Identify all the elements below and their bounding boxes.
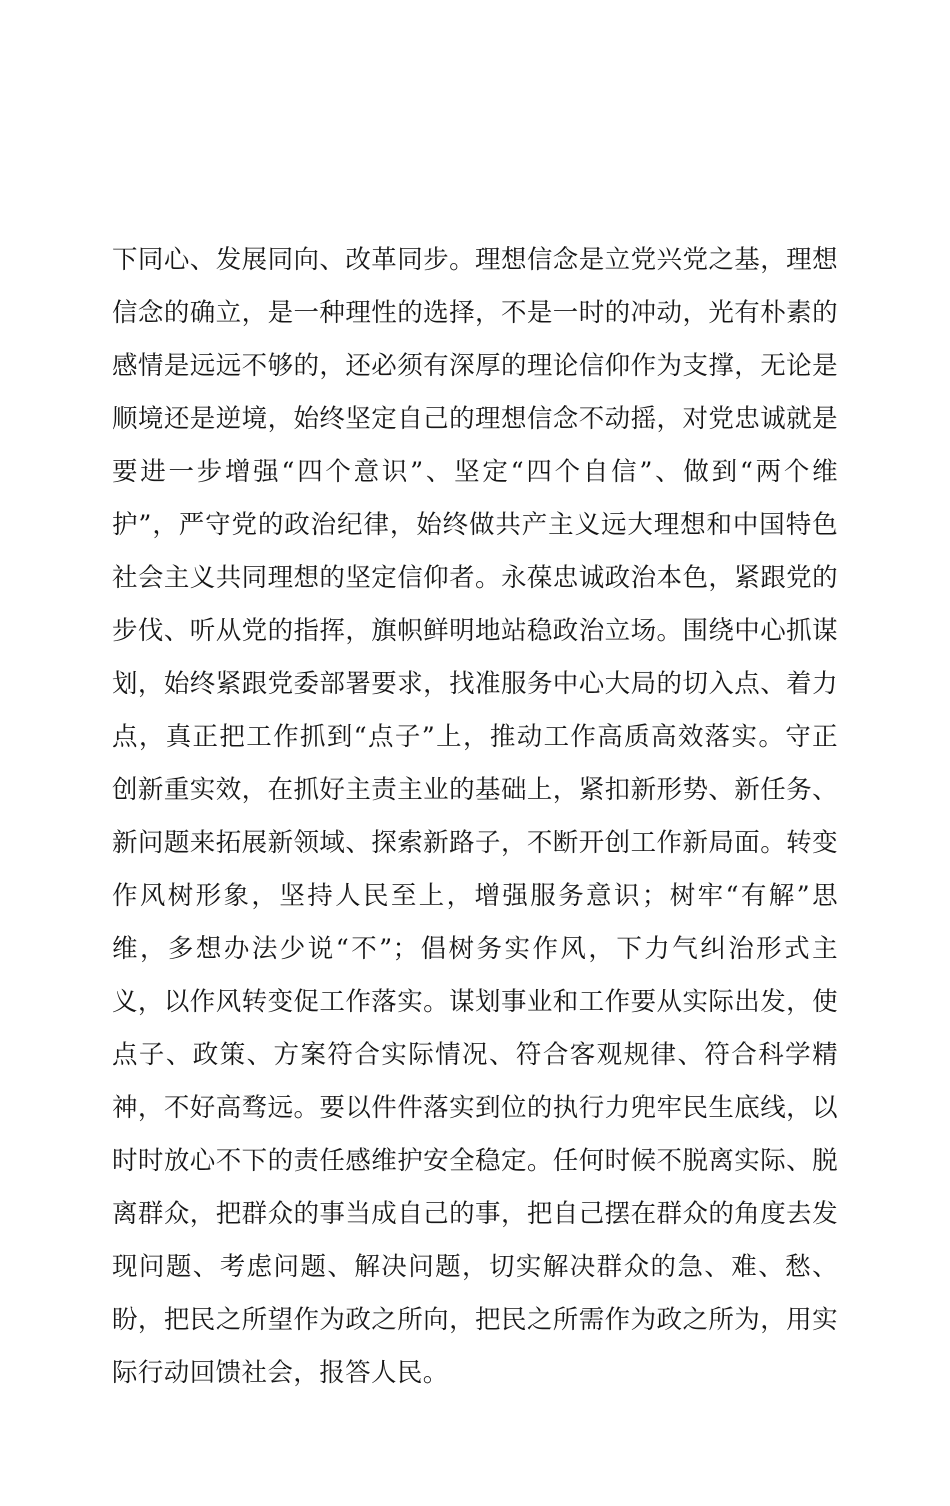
document-body — [112, 128, 838, 1506]
body-paragraph: 下同心、发展同向、改革同步。理想信念是立党兴党之基，理想信念的确立，是一种理性的选择，不是一时的冲动，光有朴素的感情是远远不够的，还必须有深厚的理论信仰作为支撑，无论是顺境还是逆境，始终坚定自己的理想信念不动摇，对党忠诚就是要进一步增强“四个意识”、坚定“四个自信”、做到“两个维护”，严守党的政治纪律，始终做共产主义远大理想和中国特色社会主义共同理想的坚定信仰者。永葆忠诚政治本色，紧跟党的步伐、听从党的指挥，旗帜鲜明地站稳政治立场。围绕中心抓谋划，始终紧跟党委部署要求，找准服务中心大局的切入点、着力点，真正把工作抓到“点子”上，推动工作高质高效落实。守正创新重实效，在抓好主责主业的基础上，紧扣新形势、新任务、新问题来拓展新领域、探索新路子，不断开创工作新局面。转变作风树形象，坚持人民至上，增强服务意识；树牢“有解”思维，多想办法少说“不”；倡树务实作风，下力气纠治形式主义，以作风转变促工作落实。谋划事业和工作要从实际出发，使点子、政策、方案符合实际情况、符合客观规律、符合科学精神，不好高骛远。要以件件落实到位的执行力兜牢民生底线，以时时放心不下的责任感维护安全稳定。任何时候不脱离实际、脱离群众，把群众的事当成自己的事，把自己摆在群众的角度去发现问题、考虑问题、解决问题，切实解决群众的急、难、愁、盼，把民之所望作为政之所向，把民之所需作为政之所为，用实际行动回馈社会，报答人民。 — [112, 245, 838, 1388]
